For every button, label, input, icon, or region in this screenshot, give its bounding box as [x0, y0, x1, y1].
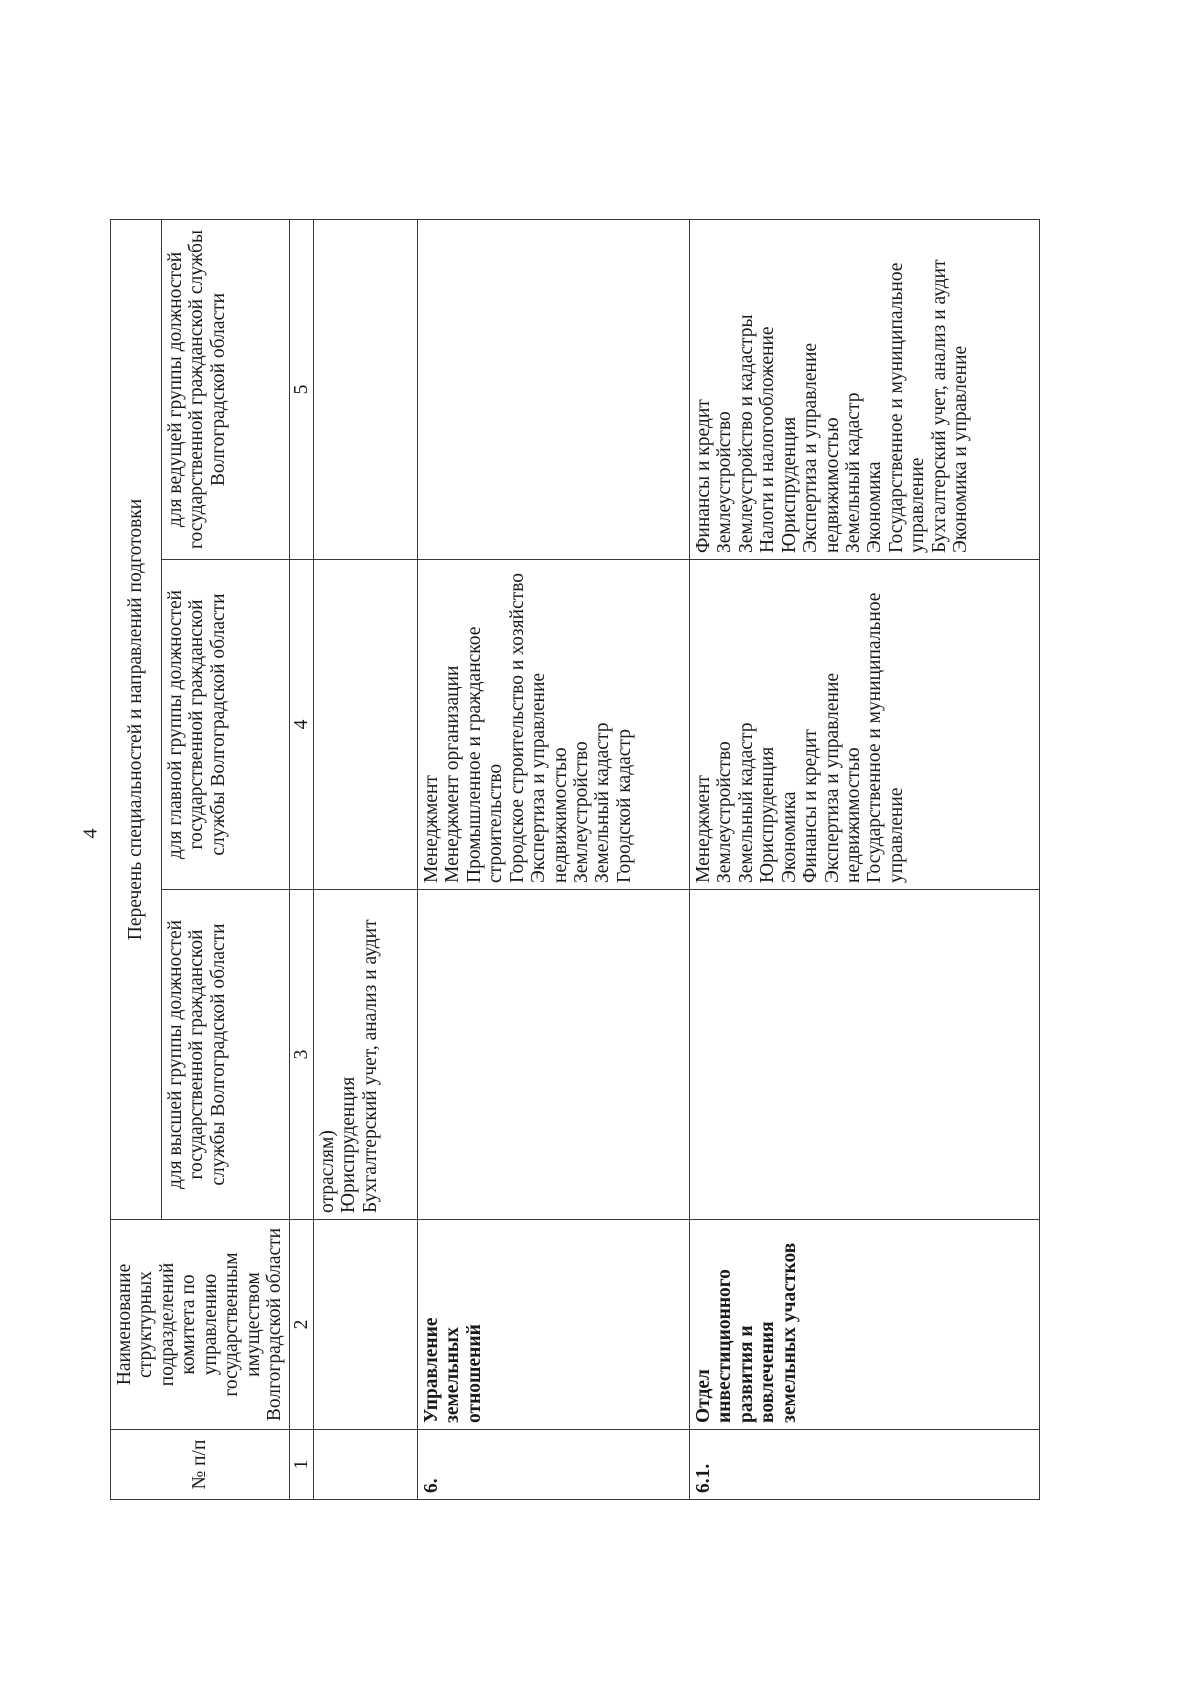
specialty-item: Экспертиза и управление недвижимостью [821, 672, 864, 883]
specialty-item: Экономика и управление [950, 345, 972, 553]
specialty-item: Финансы и кредит [692, 399, 714, 553]
row-number: 6.1. [689, 1430, 1039, 1500]
specialties-cell-col4 [689, 560, 1039, 890]
table-body [313, 219, 1039, 1499]
header-division-name: Наименование структурных подразделений комитета по управлению государственным имуществом Волгоградской области [111, 1220, 290, 1430]
specialty-item: Менеджмент организации [442, 665, 464, 883]
division-name: Управление земельных отношений [417, 1220, 689, 1430]
page-number: 4 [79, 828, 102, 839]
specialties-table [110, 219, 1040, 1500]
specialties-cell-col5 [417, 219, 689, 559]
division-name: Отдел инвестиционного развития и вовлечения земельных участков [689, 1220, 1039, 1430]
specialty-item: Городское строительство и хозяйство [506, 572, 528, 883]
header-specialties-group: Перечень специальностей и направлений подготовки [111, 219, 162, 1219]
specialties-cell-col3 [689, 890, 1039, 1220]
column-number: 1 [289, 1430, 313, 1500]
specialty-item: Землеустройство и кадастры [735, 314, 757, 553]
specialty-item: Экономика [864, 461, 886, 553]
header-number: № п/п [111, 1430, 290, 1500]
specialties-cell-col5 [689, 219, 1039, 559]
specialty-item: Юриспруденция [757, 746, 779, 883]
specialty-item: Бухгалтерский учет, анализ и аудит [928, 259, 950, 553]
specialty-item: Экспертиза и управление недвижимостью [800, 342, 843, 553]
specialty-item: Менеджмент [692, 775, 714, 883]
rotated-table-page [110, 220, 1090, 1500]
column-number: 2 [289, 1220, 313, 1430]
specialties-cell-col4 [417, 560, 689, 890]
table-row [689, 219, 1039, 1499]
header-main-group: для главной группы должностей государственной гражданской службы Волгоградской области [161, 560, 289, 890]
specialty-item: Юриспруденция [338, 1076, 360, 1213]
specialty-item: Промышленное и гражданское строительство [463, 626, 507, 883]
column-number: 3 [289, 890, 313, 1220]
specialty-item: Земельный кадастр [735, 722, 757, 883]
column-numbers-row [289, 219, 313, 1499]
specialty-item: Юриспруденция [778, 416, 800, 553]
row-number: 6. [417, 1430, 689, 1500]
specialty-item: Городской кадастр [613, 729, 635, 883]
header-row [111, 219, 162, 1499]
specialty-item: Менеджмент [420, 775, 442, 883]
specialty-item: Землеустройство [714, 411, 736, 553]
column-number: 5 [289, 219, 313, 559]
row-number [313, 1430, 417, 1500]
specialty-item: Экспертиза и управление недвижимостью [528, 672, 571, 883]
specialty-item: отраслям) [316, 1130, 338, 1213]
specialties-cell-col4 [313, 560, 417, 890]
specialty-item: Экономика [778, 791, 800, 883]
header-highest-group: для высшей группы должностей государственной гражданской службы Волгоградской области [161, 890, 289, 1220]
specialty-item: Финансы и кредит [800, 729, 822, 883]
specialty-item: Земельный кадастр [843, 392, 864, 553]
table-row [313, 219, 417, 1499]
specialty-item: Землеустройство [571, 741, 592, 883]
table-row [417, 219, 689, 1499]
specialty-item: Бухгалтерский учет, анализ и аудит [359, 919, 381, 1213]
specialties-cell-col3 [313, 890, 417, 1220]
specialties-cell-col3 [417, 890, 689, 1220]
specialty-item: Государственное и муниципальное управление [864, 592, 907, 883]
header-leading-group: для ведущей группы должностей государственной гражданской службы Волгоградской области [161, 219, 289, 559]
division-name [313, 1220, 417, 1430]
specialties-cell-col5 [313, 219, 417, 559]
specialty-item: Государственное и муниципальное управление [885, 262, 929, 553]
specialty-item: Земельный кадастр [592, 722, 614, 883]
column-number: 4 [289, 560, 313, 890]
specialty-item: Землеустройство [714, 741, 736, 883]
specialty-item: Налоги и налогообложение [757, 326, 779, 553]
